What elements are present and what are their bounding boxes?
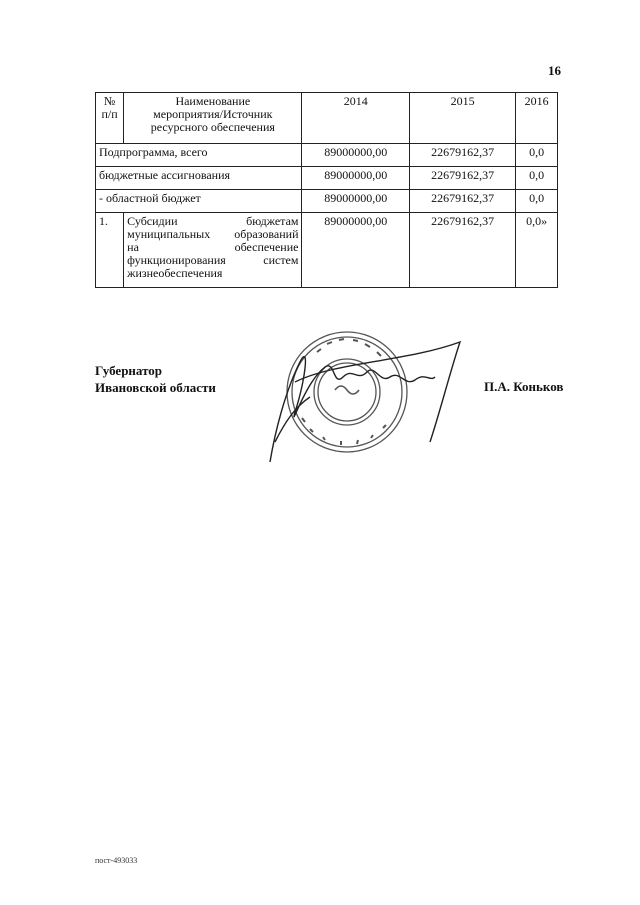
cell-2016: 0,0 xyxy=(516,144,558,167)
row-label: Подпрограмма, всего xyxy=(96,144,302,167)
cell-2014: 89000000,00 xyxy=(302,167,409,190)
cell-2016: 0,0 xyxy=(516,190,558,213)
header-num: № п/п xyxy=(96,93,124,144)
cell-2015: 22679162,37 xyxy=(409,144,515,167)
budget-table xyxy=(95,92,558,288)
document-code: пост-493033 xyxy=(95,856,138,865)
header-2015: 2015 xyxy=(409,93,515,144)
item-num: 1. xyxy=(96,213,124,288)
cell-2016: 0,0 xyxy=(516,167,558,190)
table-header-row xyxy=(96,93,558,144)
header-2014: 2014 xyxy=(302,93,409,144)
signatory-name: П.А. Коньков xyxy=(484,379,564,394)
row-label: - областной бюджет xyxy=(96,190,302,213)
cell-2015: 22679162,37 xyxy=(409,167,515,190)
table-row xyxy=(96,213,558,288)
seal-and-signature xyxy=(255,322,470,472)
cell-2015: 22679162,37 xyxy=(409,190,515,213)
table-row xyxy=(96,167,558,190)
cell-2014: 89000000,00 xyxy=(302,144,409,167)
row-label: бюджетные ассигнования xyxy=(96,167,302,190)
cell-2016: 0,0» xyxy=(516,213,558,288)
cell-2014: 89000000,00 xyxy=(302,213,409,288)
header-name: Наименование мероприятия/Источник ресурсного обеспечения xyxy=(124,93,302,144)
cell-2015: 22679162,37 xyxy=(409,213,515,288)
table-row xyxy=(96,144,558,167)
page-number: 16 xyxy=(548,63,561,78)
item-name: Субсидии бюджетам муниципальных образований на обеспечение функционирования систем жизнеобеспечения xyxy=(124,213,302,288)
header-2016: 2016 xyxy=(516,93,558,144)
signatory-title: Губернатор Ивановской области xyxy=(95,363,216,395)
official-seal xyxy=(287,332,407,452)
cell-2014: 89000000,00 xyxy=(302,190,409,213)
table-row xyxy=(96,190,558,213)
